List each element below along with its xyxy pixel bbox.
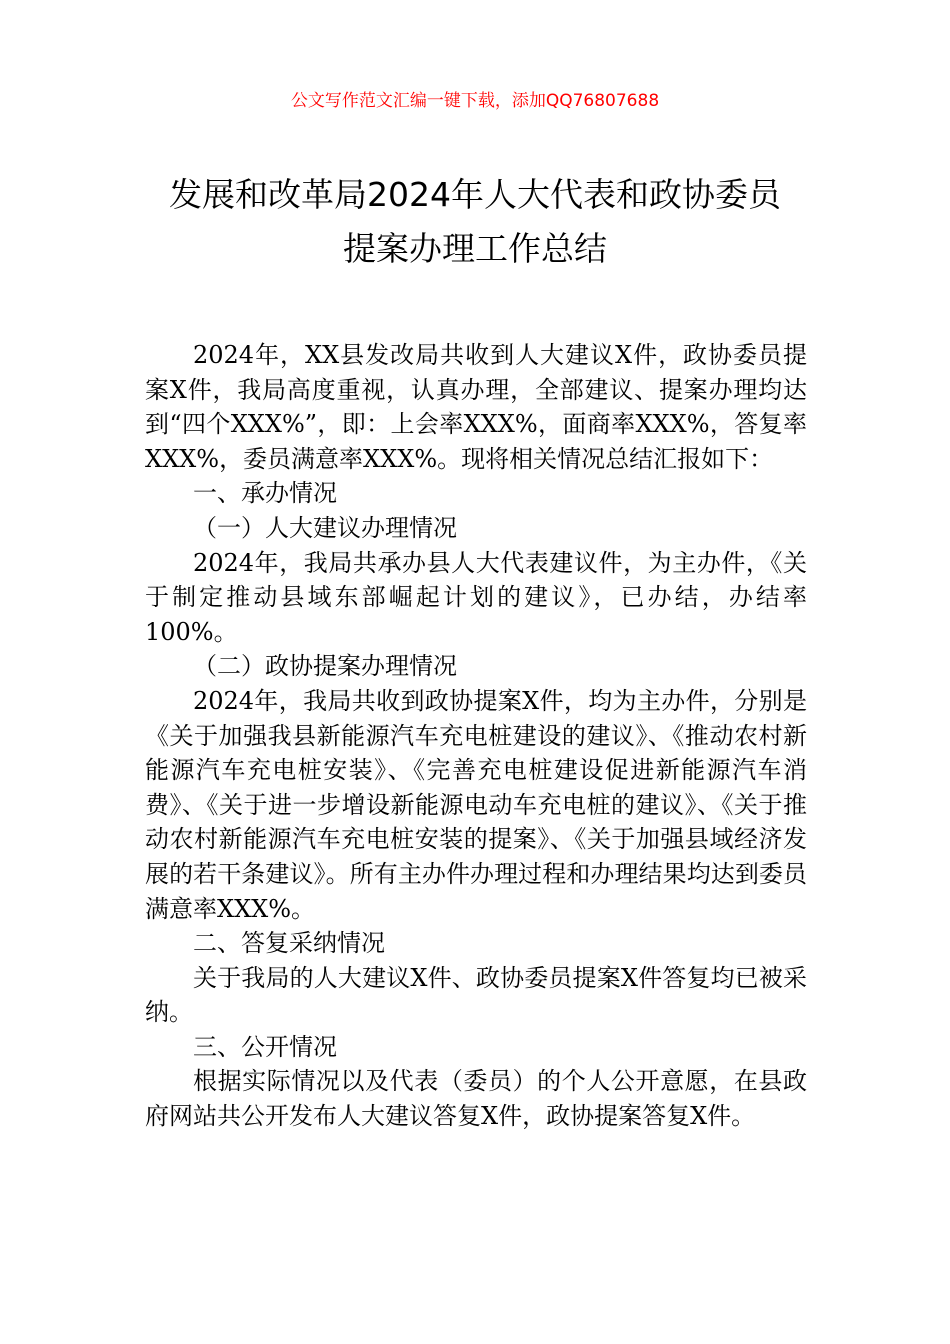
paragraph-disclosure: 根据实际情况以及代表（委员）的个人公开意愿，在县政府网站共公开发布人大建议答复X件，政协提案答复X件。	[145, 1067, 807, 1131]
document-title	[0, 176, 950, 284]
subsection-heading-1: （一）人大建议办理情况	[193, 513, 457, 542]
intro-paragraph: 2024年，XX县发改局共收到人大建议X件，政协委员提案X件，我局高度重视，认真办理，全部建议、提案办理均达到“四个XXX%”，即：上会率XXX%，面商率XXX%，答复率XXX%，委员满意率XXX%。现将相关情况总结汇报如下：	[145, 341, 807, 473]
paragraph-adoption: 关于我局的人大建议X件、政协委员提案X件答复均已被采纳。	[145, 963, 807, 1027]
section-heading-2: 二、答复采纳情况	[193, 929, 385, 958]
section-heading-3: 三、公开情况	[193, 1032, 337, 1061]
download-notice: 公文写作范文汇编一键下载，添加QQ76807688	[290, 91, 660, 111]
paragraph-cppcc-proposals: 2024年，我局共收到政协提案X件，均为主办件，分别是《关于加强我县新能源汽车充电桩建设的建议》、《推动农村新能源汽车充电桩安装》、《完善充电桩建设促进新能源汽车消费》、《关于进一步增设新能源电动车充电桩的建议》、《关于推动农村新能源汽车充电桩安装的提案》、《关于加强县域经济发展的若干条建议》。所有主办件办理过程和办理结果均达到委员满意率XXX%。	[145, 686, 807, 923]
subsection-heading-2: （二）政协提案办理情况	[193, 652, 457, 681]
document-body	[145, 338, 807, 1134]
section-heading-1: 一、承办情况	[193, 479, 337, 508]
title-line-1: 发展和改革局2024年人大代表和政协委员	[169, 175, 781, 214]
title-line-2: 提案办理工作总结	[343, 229, 607, 268]
paragraph-npc-suggestions: 2024年，我局共承办县人大代表建议件，为主办件，《关于制定推动县域东部崛起计划的建议》，已办结，办结率100%。	[145, 548, 807, 646]
